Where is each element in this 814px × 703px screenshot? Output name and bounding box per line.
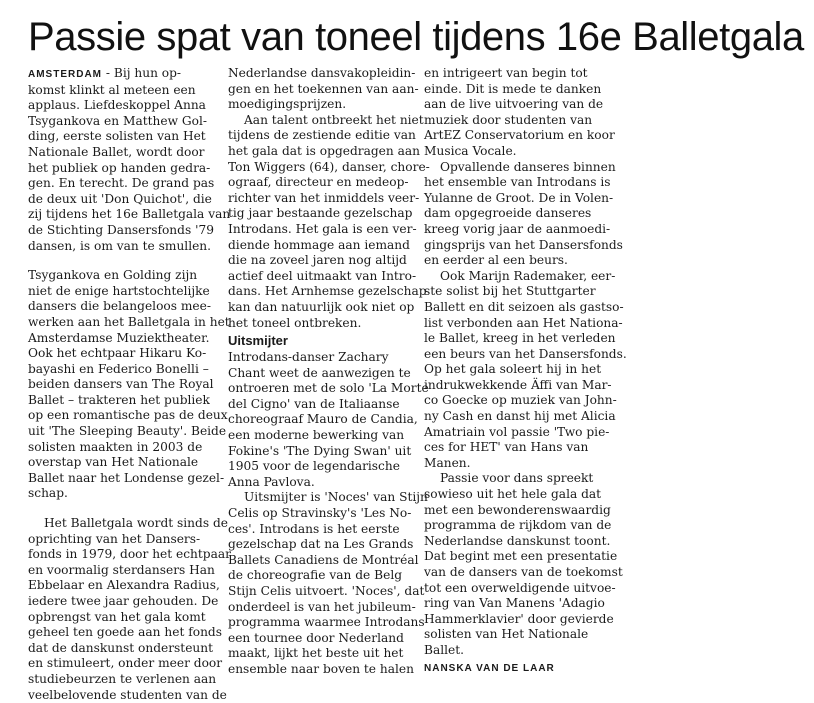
text-line: actief deel uitmaakt van Intro-: [228, 268, 417, 283]
paragraph: [228, 66, 426, 113]
text-line: ste solist bij het Stuttgarter: [424, 284, 596, 299]
text-line: Chant weet de aanwezigen te: [228, 365, 411, 380]
text-line: programma waarmee Introdans: [228, 615, 425, 630]
text-line: niet de enige hartstochtelijke: [28, 283, 210, 298]
text-line: gen en het toekennen van aan-: [228, 81, 419, 96]
text-line: veelbelovende studenten van de: [28, 687, 227, 702]
text-line: maakt, lijkt het beste uit het: [228, 646, 404, 661]
text-line: dans. Het Arnhemse gezelschap: [228, 284, 427, 299]
text-line: bayashi en Federico Bonelli –: [28, 361, 209, 376]
text-fragment: - Bij hun op-: [102, 66, 182, 80]
text-line: applaus. Liefdeskoppel Anna: [28, 98, 206, 113]
text-line: de deux uit 'Don Quichot', die: [28, 191, 212, 206]
text-line: co Goecke op muziek van John-: [424, 393, 617, 408]
text-line: Ballet.: [424, 642, 465, 657]
text-line: Nationale Ballet, wordt door: [28, 144, 205, 159]
text-line: Ballett en dit seizoen als gastso-: [424, 299, 624, 314]
text-line: diende hommage aan iemand: [228, 237, 410, 252]
paragraph: [28, 66, 231, 254]
text-line: Ballet naar het Londense gezel-: [28, 470, 225, 485]
author-byline: NANSKA VAN DE LAAR: [424, 662, 555, 674]
text-line: schap.: [28, 486, 68, 501]
text-line: ces'. Introdans is het eerste: [228, 521, 400, 536]
text-line: solisten maakten in 2003 de: [28, 439, 203, 454]
text-line: kreeg vorig jaar de aanmoedi-: [424, 221, 611, 236]
text-line: het toneel ontbreken.: [228, 315, 362, 330]
text-line: het gala dat is opgedragen aan: [228, 143, 420, 158]
text-line: beiden dansers van The Royal: [28, 377, 214, 392]
text-line: Nederlandse dansvakopleidin-: [228, 66, 416, 80]
text-line: ontroeren met de solo 'La Morte: [228, 381, 429, 396]
text-line: dansen, is om van te smullen.: [28, 238, 212, 253]
text-line: fonds in 1979, door het echtpaar: [28, 547, 231, 562]
text-line: programma de rijkdom van de: [424, 518, 612, 533]
text-line: del Cigno' van de Italiaanse: [228, 396, 400, 411]
text-line: opbrengst van het gala komt: [28, 609, 206, 624]
text-line: aan de live uitvoering van de: [424, 97, 604, 112]
column-1: [28, 66, 231, 703]
paragraph: [424, 268, 627, 472]
text-line: tig jaar bestaande gezelschap: [228, 206, 413, 221]
text-line: Nederlandse danskunst toont.: [424, 533, 611, 548]
text-line: le Ballet, kreeg in het verleden: [424, 331, 616, 346]
text-line: Manen.: [424, 455, 471, 470]
text-line: Hammerklavier' door gevierde: [424, 611, 614, 626]
text-line: onderdeel is van het jubileum-: [228, 599, 416, 614]
text-line: list verbonden aan Het Nationa-: [424, 315, 623, 330]
text-line: Opvallende danseres binnen: [440, 159, 616, 174]
text-line: tijdens de zestiende editie van: [228, 128, 416, 143]
text-line: Dat begint met een presentatie: [424, 549, 618, 564]
text-line: gen. En terecht. De grand pas: [28, 176, 215, 191]
text-line: Introdans. Het gala is een ver-: [228, 221, 417, 236]
text-line: en stimuleert, onder meer door: [28, 656, 223, 671]
text-line: met een bewonderenswaardig: [424, 502, 611, 517]
text-line: Passie voor dans spreekt: [440, 471, 594, 486]
text-line: een beurs van het Dansersfonds.: [424, 346, 627, 361]
headline: Passie spat van toneel tijdens 16e Balletgala: [28, 15, 804, 59]
text-line: studiebeurzen te verlenen aan: [28, 671, 217, 686]
text-line: Op het gala soleert hij in het: [424, 362, 602, 377]
text-line: choreograaf Mauro de Candia,: [228, 412, 418, 427]
text-line: Yulanne de Groot. De in Volen-: [424, 190, 614, 205]
text-line: het ensemble van Introdans is: [424, 175, 611, 190]
text-line: gezelschap dat na Les Grands: [228, 537, 414, 552]
paragraph: [28, 268, 230, 502]
text-line: werken aan het Balletgala in het: [28, 314, 230, 329]
text-line: geheel ten goede aan het fonds: [28, 625, 222, 640]
text-line: oprichting van het Dansers-: [28, 531, 201, 546]
text-line: Amatriain vol passie 'Two pie-: [424, 424, 610, 439]
text-line: 1905 voor de legendarische: [228, 459, 400, 474]
column-3: [424, 66, 627, 676]
text-line: Anna Pavlova.: [228, 474, 315, 489]
paragraph: [228, 490, 426, 677]
text-line: ensemble naar boven te halen: [228, 661, 414, 676]
text-line: [28, 66, 226, 83]
text-line: einde. Dit is mede te danken: [424, 81, 602, 96]
text-line: Ook Marijn Rademaker, eer-: [440, 268, 616, 283]
text-line: op een romantische pas de deux: [28, 408, 228, 423]
text-line: gingsprijs van het Dansersfonds: [424, 237, 623, 252]
text-line: van de dansers van de toekomst: [424, 565, 623, 579]
text-line: dat de danskunst ondersteunt: [28, 640, 213, 655]
text-line: ces for HET' van Hans van: [424, 440, 589, 455]
text-line: Ook het echtpaar Hikaru Ko-: [28, 346, 207, 361]
text-line: Ebbelaar en Alexandra Radius,: [28, 578, 220, 593]
text-line: ograaf, directeur en medeop-: [228, 175, 409, 190]
paragraph: [228, 112, 430, 331]
text-line: een tournee door Nederland: [228, 630, 404, 645]
text-line: dam opgegroeide danseres: [424, 206, 592, 221]
text-line: het publiek op handen gedra-: [28, 160, 211, 175]
text-line: ny Cash en danst hij met Alicia: [424, 409, 616, 424]
text-line: en voormalig sterdansers Han: [28, 562, 215, 577]
text-line: de Stichting Dansersfonds '79: [28, 222, 214, 237]
text-line: die na zoveel jaren nog altijd: [228, 253, 407, 268]
column-2: [228, 66, 430, 678]
text-line: Amsterdamse Muziektheater.: [28, 330, 210, 345]
text-line: Celis op Stravinsky's 'Les No-: [228, 506, 412, 521]
text-line: solisten van Het Nationale: [424, 627, 589, 642]
text-line: sowieso uit het hele gala dat: [424, 487, 602, 502]
text-line: kan dan natuurlijk ook niet op: [228, 299, 415, 314]
text-line: Aan talent ontbreekt het niet: [244, 112, 424, 127]
paragraph: [424, 471, 622, 658]
text-line: Ballets Canadiens de Montréal: [228, 552, 419, 567]
text-line: Stijn Celis uitvoert. 'Noces', dat: [228, 584, 425, 598]
text-line: Introdans-danser Zachary: [228, 350, 389, 365]
text-line: Tsygankova en Matthew Gol-: [28, 113, 207, 128]
text-line: en eerder al een beurs.: [424, 253, 568, 268]
text-line: uit 'The Sleeping Beauty'. Beide: [28, 424, 227, 439]
text-line: indrukwekkende Äffi van Mar-: [424, 377, 612, 392]
paragraph: [424, 160, 622, 269]
text-line: Ton Wiggers (64), danser, chore-: [228, 159, 430, 174]
text-line: en intrigeert van begin tot: [424, 66, 588, 80]
dateline: AMSTERDAM: [28, 69, 102, 80]
text-line: Fokine's 'The Dying Swan' uit: [228, 443, 412, 458]
subheading: Uitsmijter: [228, 333, 288, 349]
text-line: Tsygankova en Golding zijn: [28, 268, 198, 283]
text-line: moedigingsprijzen.: [228, 97, 347, 112]
paragraph: [228, 350, 429, 490]
text-line: iedere twee jaar gehouden. De: [28, 594, 219, 608]
text-line: dansers die belangeloos mee-: [28, 299, 211, 314]
text-line: richter van het inmiddels veer-: [228, 190, 420, 205]
text-line: de choreografie van de Belg: [228, 568, 403, 583]
text-line: ArtEZ Conservatorium en koor: [424, 128, 615, 143]
paragraph: [424, 66, 622, 160]
text-line: tot een overweldigende uitvoe-: [424, 580, 616, 595]
text-line: komst klinkt al meteen een: [28, 82, 196, 97]
paragraph: [28, 516, 231, 703]
text-line: een moderne bewerking van: [228, 428, 405, 443]
text-line: Het Balletgala wordt sinds de: [44, 516, 228, 531]
text-line: ding, eerste solisten van Het: [28, 129, 206, 144]
text-line: zij tijdens het 16e Balletgala van: [28, 207, 231, 222]
text-line: overstap van Het Nationale: [28, 455, 199, 470]
text-line: Musica Vocale.: [424, 143, 517, 158]
text-line: Uitsmijter is 'Noces' van Stijn: [244, 490, 428, 505]
text-line: muziek door studenten van: [424, 112, 593, 127]
text-line: Ballet – trakteren het publiek: [28, 392, 210, 407]
text-line: ring van Van Manens 'Adagio: [424, 596, 605, 611]
